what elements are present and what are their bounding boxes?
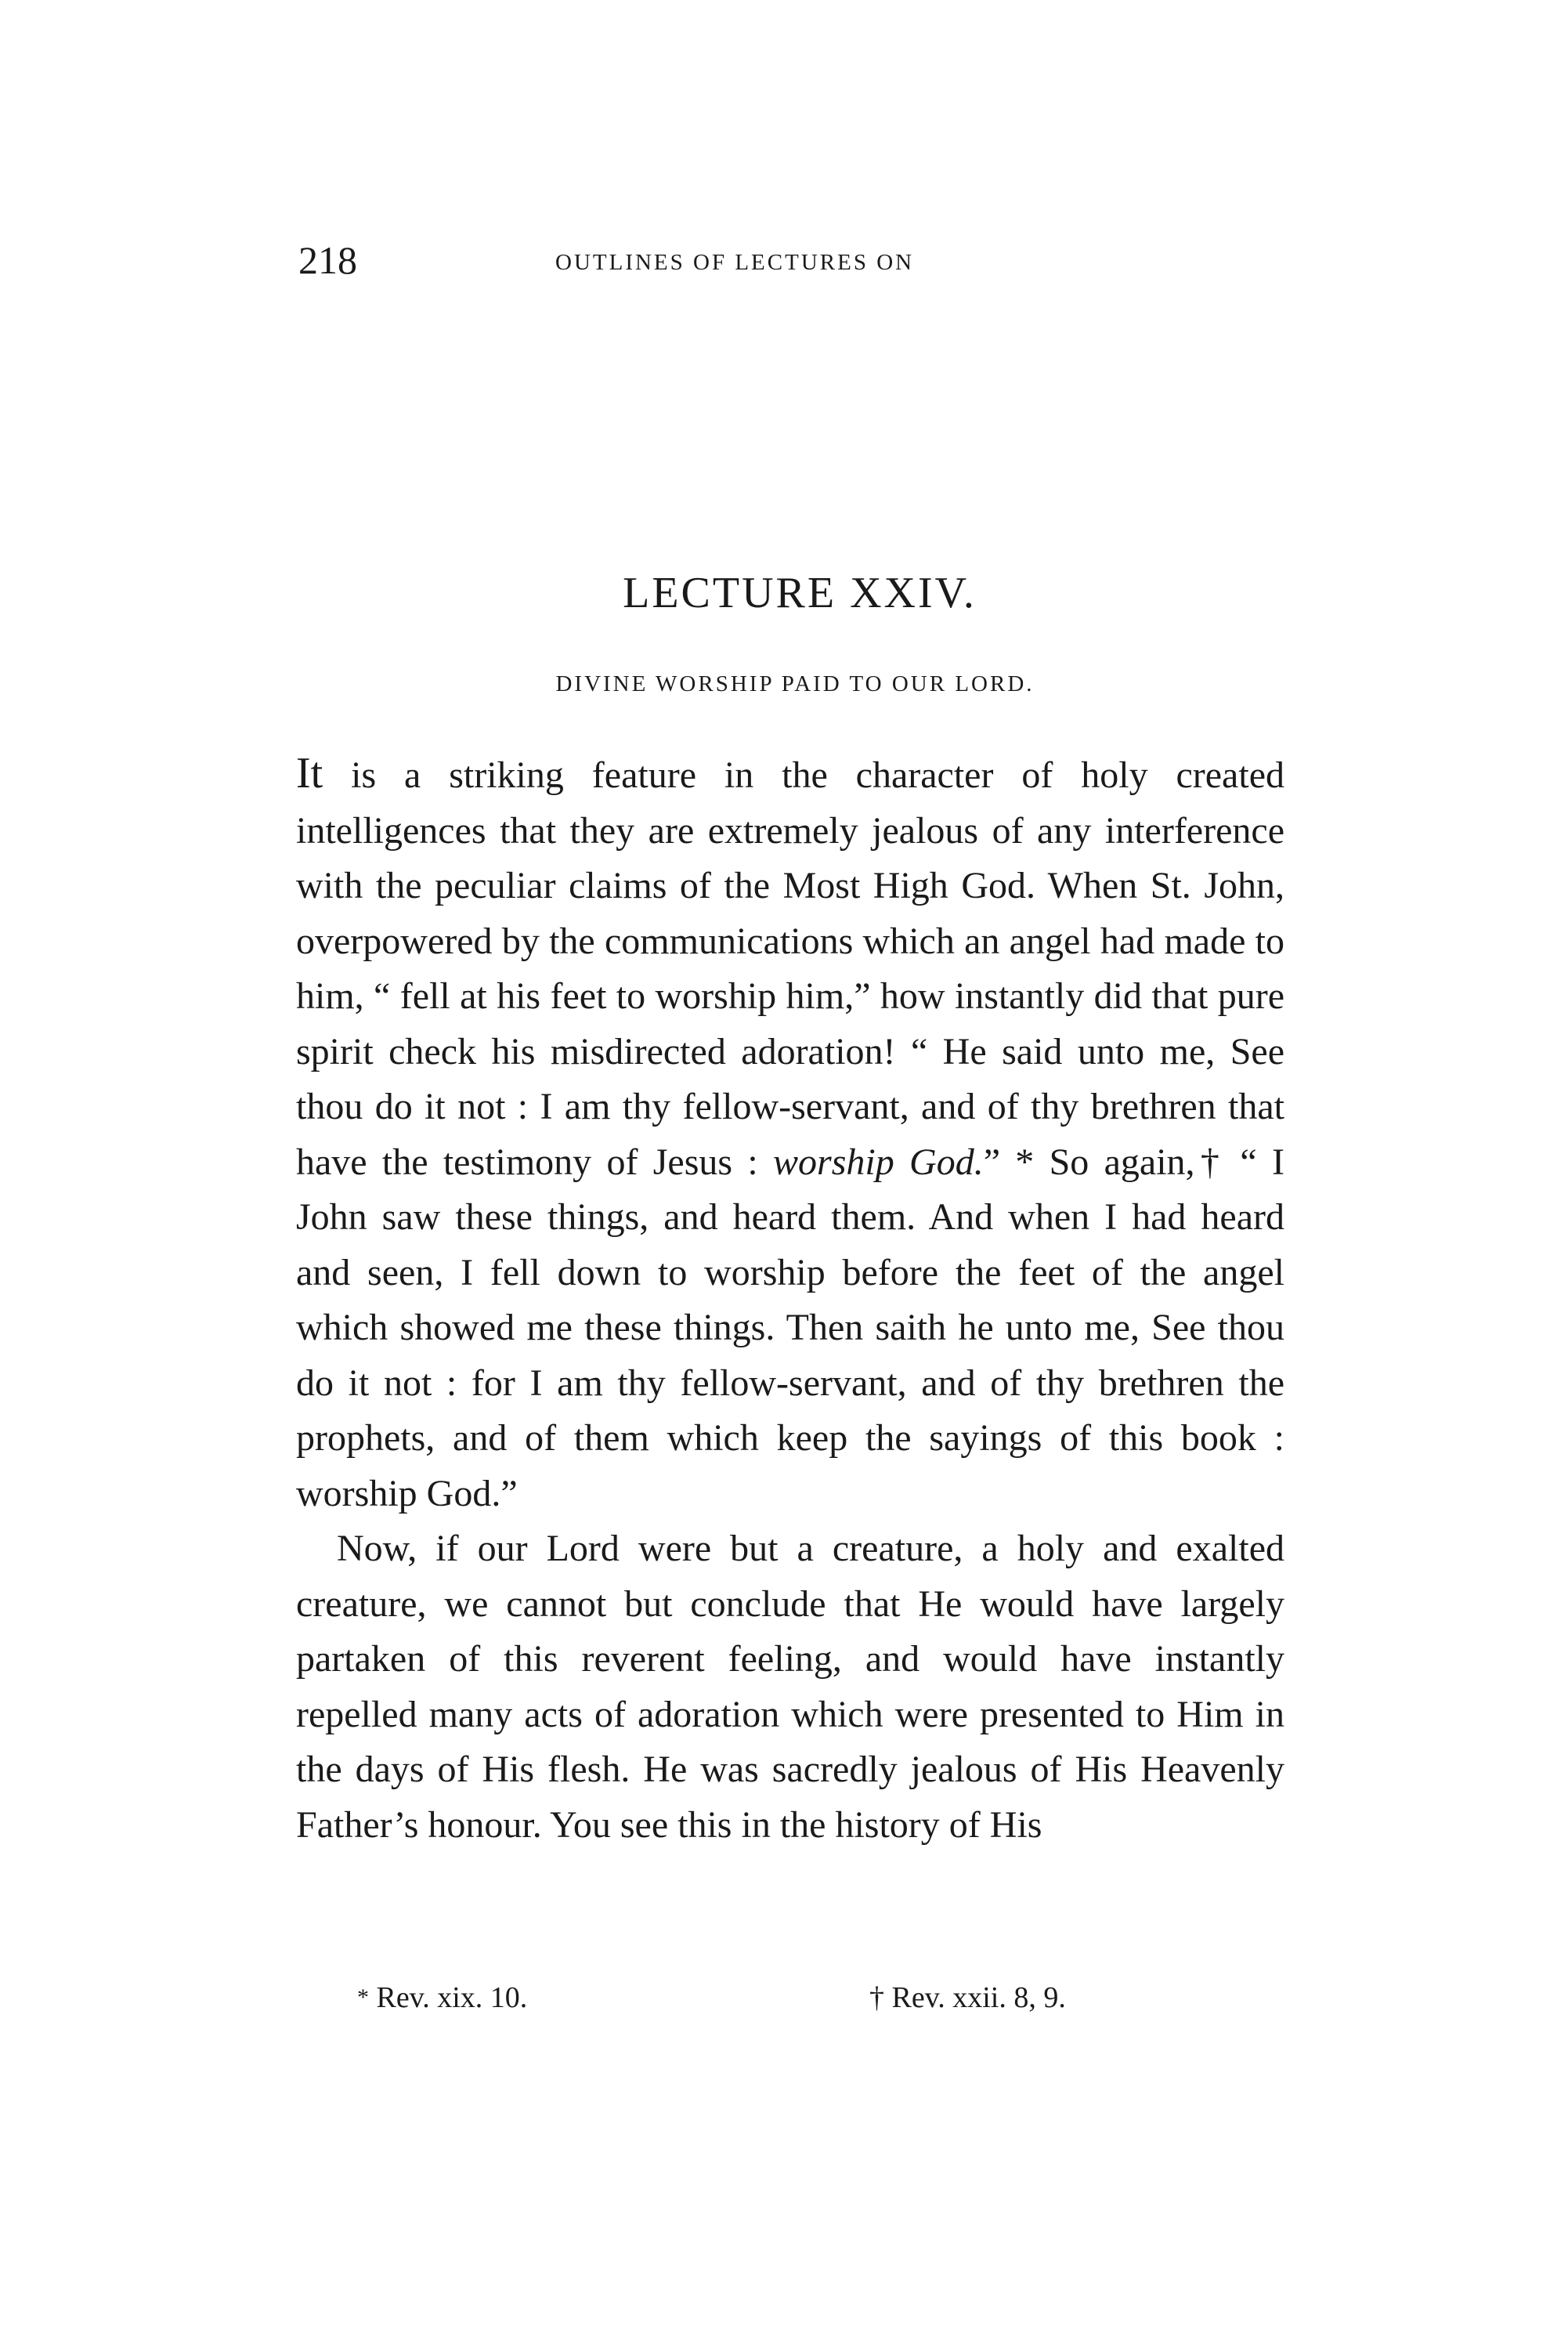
paragraph-2: Now, if our Lord were but a creature, a holy and exalted creature, we cannot but conclude that He would have largely partaken of this reverent feeling, and would have instantly repelled many acts of adoration which were presented to Him in the days of His flesh. He was sacredly jealous of His Heavenly Father’s honour. You see this in the history of His: [296, 1528, 1284, 1846]
lecture-title: LECTURE XXIV.: [623, 569, 977, 617]
running-head: [298, 237, 1285, 284]
paragraph-1: [296, 746, 1284, 1521]
lecture-subtitle: DIVINE WORSHIP PAID TO OUR LORD.: [555, 671, 1035, 696]
footnote-2: [869, 1974, 1066, 2021]
drop-word: It: [296, 749, 323, 798]
footnotes: [357, 1974, 1219, 2021]
footnote-1-text: Rev. xix. 10.: [369, 1981, 528, 2014]
body-text: [296, 746, 1284, 1853]
paragraph-1-text-end: ” * So again,† “ I John saw these things, and heard them. And when I had heard and seen, I fell down to worship before the feet of the angel which showed me these things. Then saith he unto me, See thou do it not : for I am thy fellow-servant, and of thy brethren the prophets, and of them which keep the sayings of this book : worship God.”: [296, 1141, 1285, 1514]
footnote-1: [357, 1974, 527, 2021]
running-title: OUTLINES OF LECTURES ON: [555, 250, 915, 275]
paragraph-1-italic: worship God.: [773, 1141, 984, 1183]
paragraph-1-text: is a striking feature in the character of holy created intelligences that they are extremely jealous of any interference with the peculiar claims of the Most High God. When St. John, overpowered by the communications which an angel had made to him, “ fell at his feet to worship him,” how instantly did that pure spirit check his misdirected adoration! “ He said unto me, See thou do it not : I am thy fellow-servant, and of thy brethren that have the testimony of Jesus :: [296, 754, 1284, 1183]
footnote-1-mark: *: [357, 1984, 369, 2010]
footnote-2-text: Rev. xxii. 8, 9.: [884, 1981, 1066, 2014]
page-number: 218: [298, 238, 357, 282]
footnote-2-mark: †: [869, 1981, 884, 2014]
